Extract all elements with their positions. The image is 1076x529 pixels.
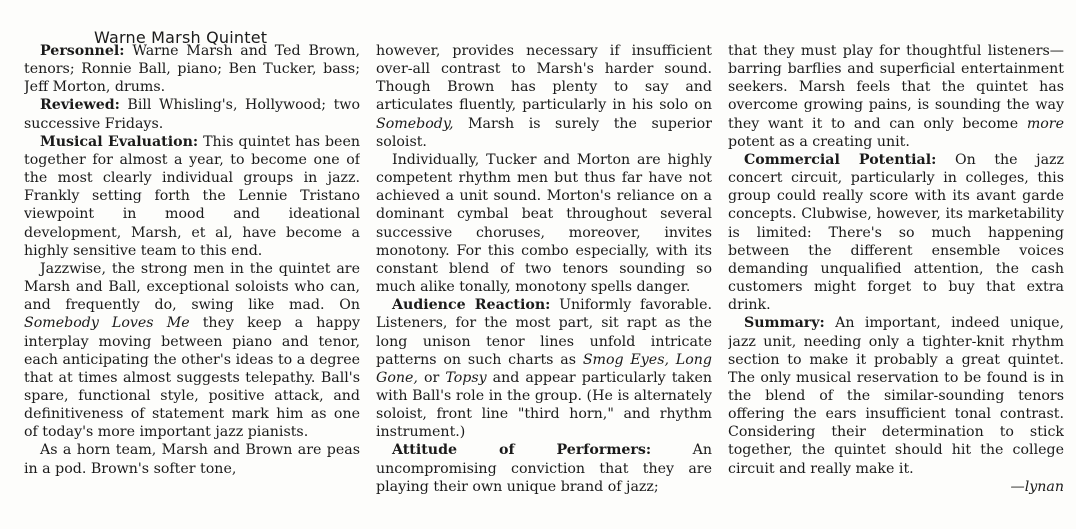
- reviewed-paragraph: Reviewed: Bill Whisling's, Hollywood; two successive Fridays.: [24, 97, 360, 132]
- article-title: Warne Marsh Quintet: [94, 28, 268, 47]
- author-signature: —lynan: [1010, 478, 1064, 495]
- contrast-paragraph: however, provides necessary if insufficient over-all contrast to Marsh's harder sound. Though Brown has plenty to say and articulates fluently, particularly in his solo on Somebody, Marsh is surely the superior soloist.: [376, 43, 712, 150]
- personnel-paragraph: Personnel: Warne Marsh and Ted Brown, tenors; Ronnie Ball, piano; Ben Tucker, bass; Jeff Morton, drums.: [24, 43, 360, 96]
- column-1: [24, 42, 360, 529]
- column-2: [376, 42, 712, 529]
- attitude-paragraph: Attitude of Performers: An uncompromising conviction that they are playing their own unique brand of jazz;: [376, 442, 712, 495]
- musical-evaluation-paragraph: Musical Evaluation: This quintet has been together for almost a year, to become one of the most clearly individual groups in jazz. Frankly setting forth the Lennie Tristano viewpoint in mood and ideational development, Marsh, et al, have become a highly sensitive team to this end.: [24, 133, 360, 259]
- column-3: [728, 42, 1064, 529]
- audience-reaction-paragraph: Audience Reaction: Uniformly favorable. Listeners, for the most part, sit rapt as the long unison tenor lines unfold intricate patterns on such charts as Smog Eyes, Long Gone, or Topsy and appear particularly taken with Ball's role in the group. (He is alternately soloist, front line "third horn," and rhythm instrument.): [376, 297, 712, 441]
- rhythm-paragraph: Individually, Tucker and Morton are highly competent rhythm men but thus far have not achieved a unit sound. Morton's reliance on a dominant cymbal beat throughout several successive choruses, moreover, invites monotony. For this combo especially, with its constant blend of two tenors sounding so much alike tonally, monotony spells danger.: [376, 151, 712, 296]
- horn-team-paragraph: As a horn team, Marsh and Brown are peas in a pod. Brown's softer tone,: [24, 442, 360, 477]
- article-columns: [24, 42, 1064, 529]
- jazzwise-paragraph: Jazzwise, the strong men in the quintet are Marsh and Ball, exceptional soloists who can, and frequently do, swing like mad. On Somebody Loves Me they keep a happy interplay moving between piano and tenor, each anticipating the other's ideas to a degree that at times almost suggests telepathy. Ball's spare, functional style, positive attack, and definitiveness of statement mark him as one of today's more important jazz pianists.: [24, 260, 360, 441]
- commercial-potential-paragraph: Commercial Potential: On the jazz concert circuit, particularly in colleges, this group could really score with its avant garde concepts. Clubwise, however, its marketability is limited: There's so much happening between the different ensemble voices demanding unqualified attention, the cash customers might forget to buy that extra drink.: [728, 151, 1064, 314]
- summary-paragraph: Summary: An important, indeed unique, jazz unit, needing only a tighter-knit rhythm section to make it probably a great quintet. The only musical reservation to be found is in the blend of the similar-sounding tenors offering the ears insufficient tonal contrast. Considering their determination to stick together, the quintet should hit the college circuit and really make it.: [728, 315, 1064, 477]
- listeners-paragraph: that they must play for thoughtful listeners—barring barflies and superficial entertainment seekers. Marsh feels that the quintet has overcome growing pains, is sounding the way they want it to and can only become more potent as a creating unit.: [728, 43, 1064, 150]
